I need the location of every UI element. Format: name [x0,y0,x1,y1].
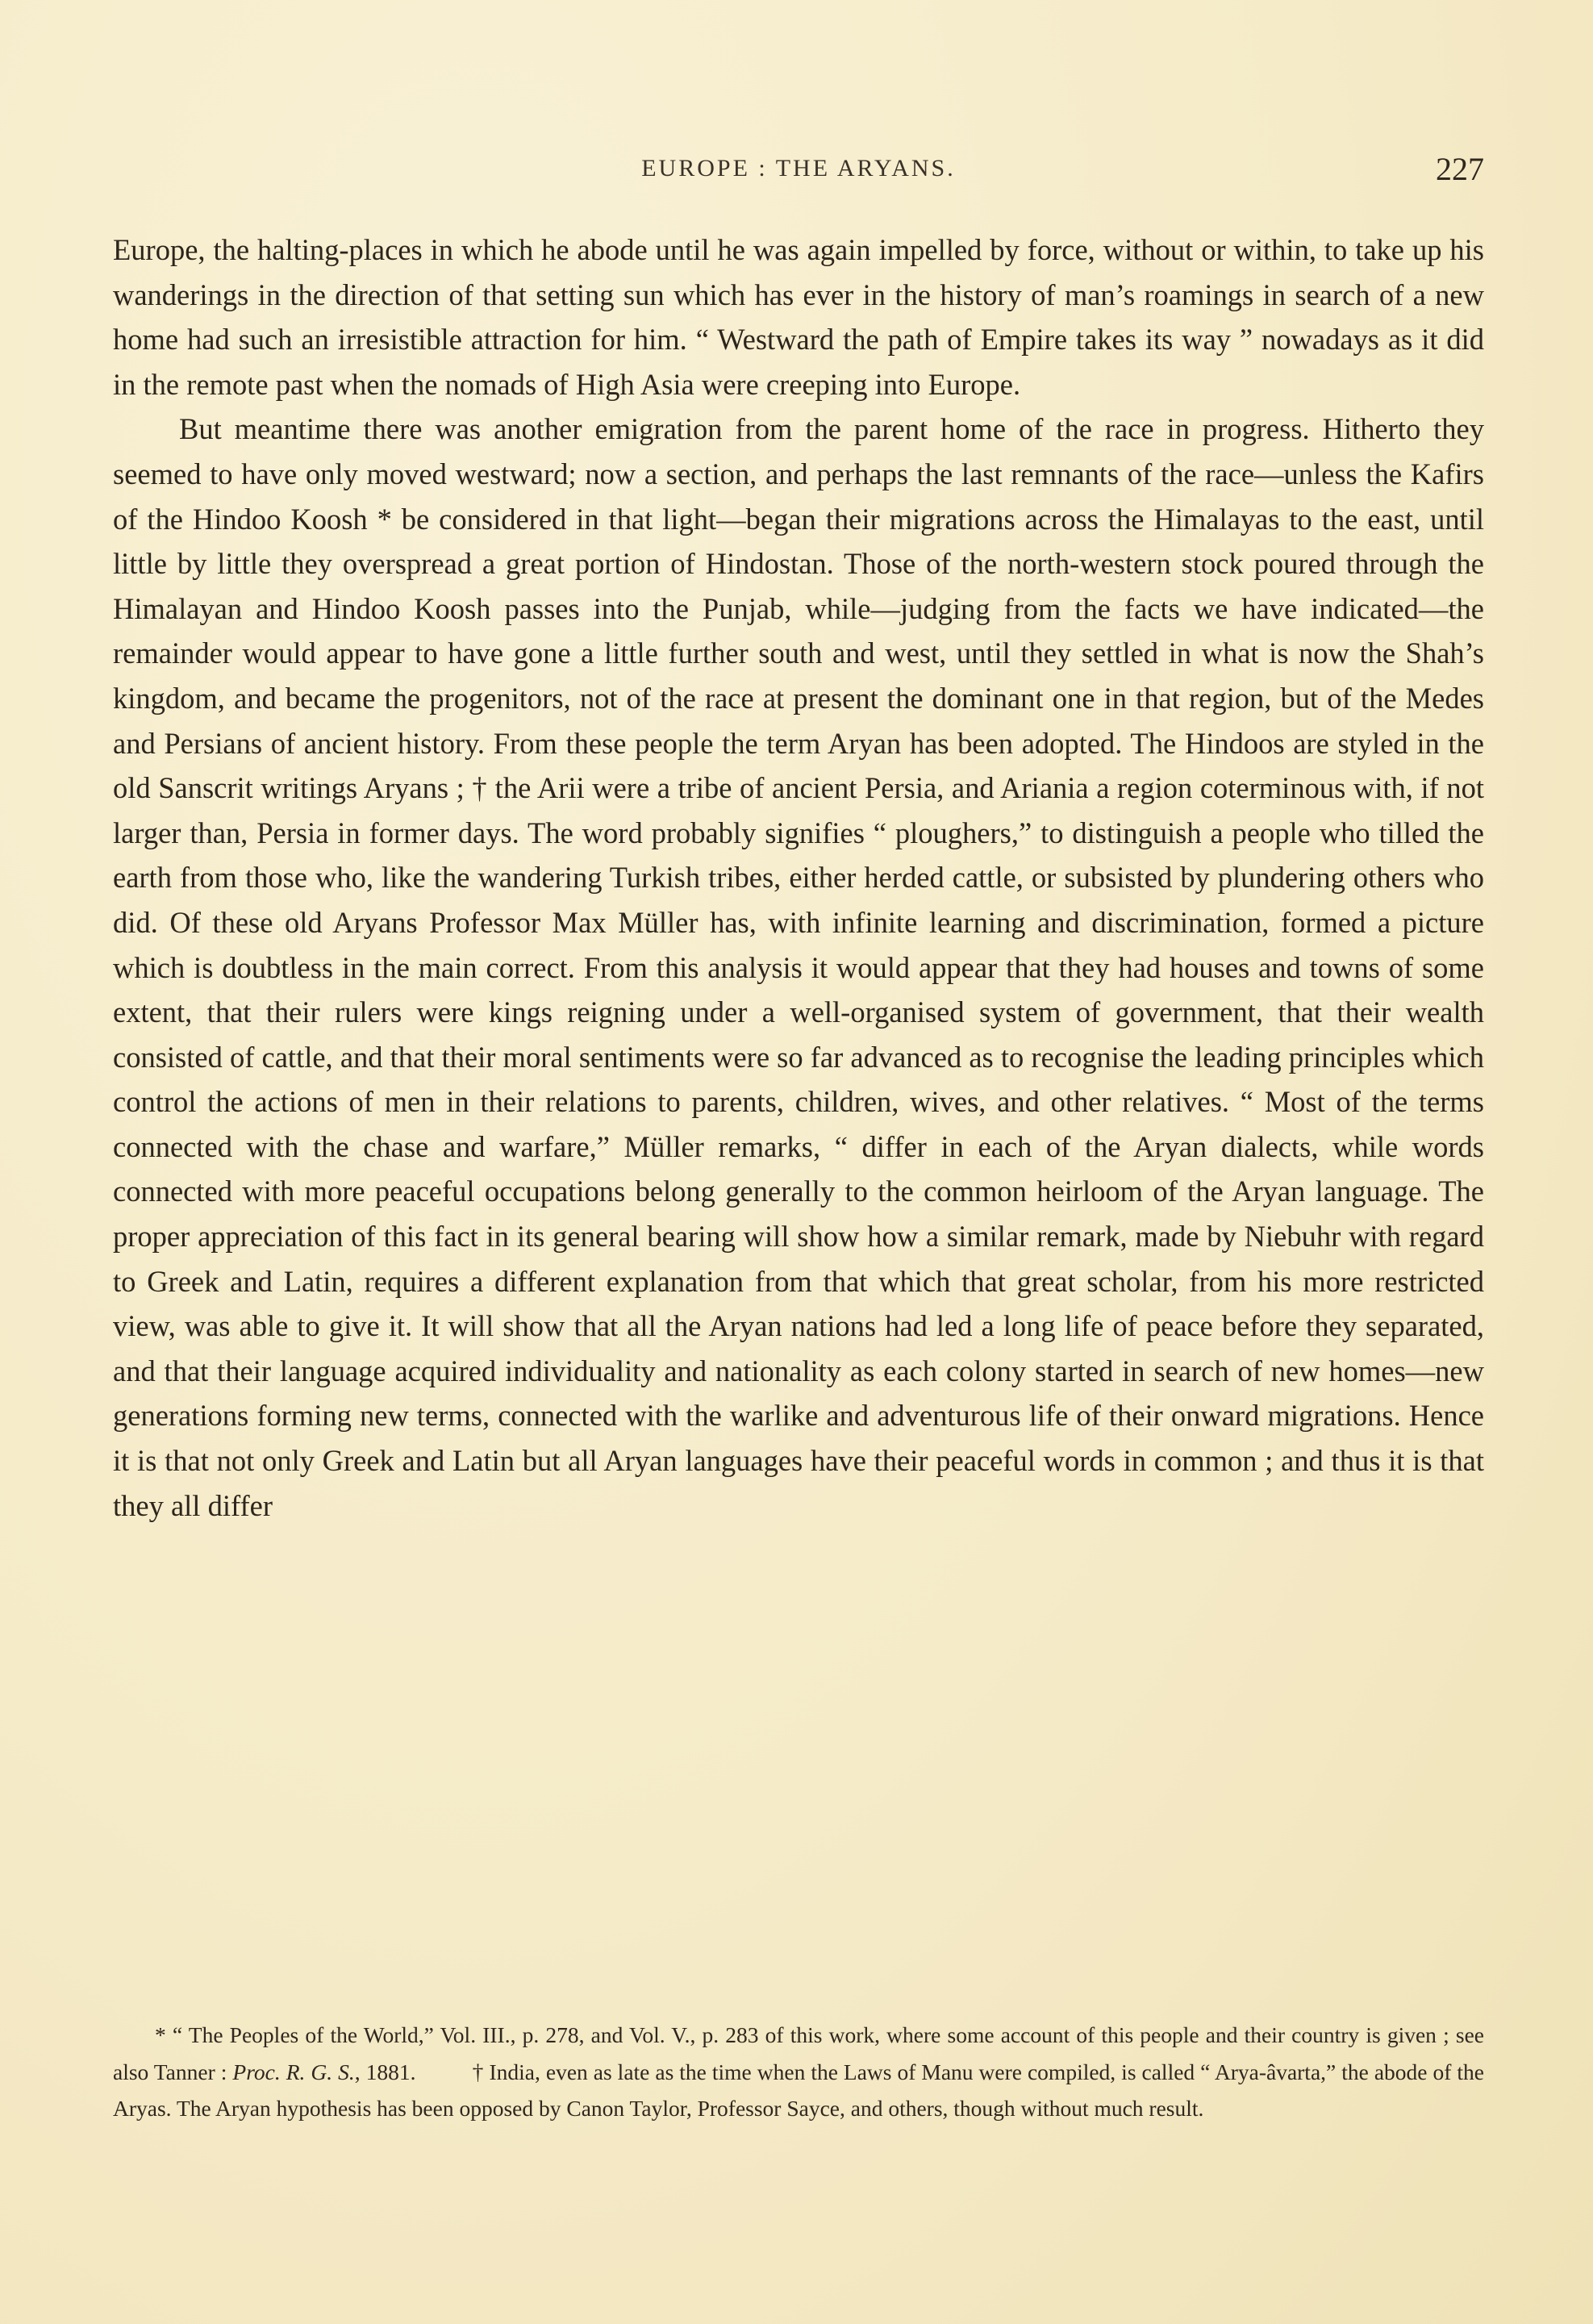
footnote-text: * “ The Peoples of the World,” Vol. III., p. 278, and Vol. V., p. 283 of this work, where some account of this people and their country is given ; see also Tanner : [113,2022,1484,2084]
book-page [113,0,1484,2324]
page-number: 227 [1436,151,1484,187]
body-text [113,227,1484,1528]
footnotes [113,2017,1484,2127]
running-title: EUROPE : THE ARYANS. [641,155,956,181]
running-header [113,153,1484,186]
footnote-text: † India, even as late as the time when the Laws of Manu were compiled, is called “ Arya-âvarta,” the abode of the Aryas. The Aryan hypothesis has been opposed by Canon Taylor, Professor Sayce, and others, though without much result. [113,2059,1484,2121]
footnote-text: , 1881. [354,2059,416,2084]
footnote [113,2017,1484,2127]
paragraph: Europe, the halting-places in which he abode until he was again impelled by force, without or within, to take up his wanderings in the direction of that setting sun which has ever in the history of man’s roamings in search of a new home had such an irresistible attraction for him. “ Westward the path of Empire takes its way ” nowadays as it did in the remote past when the nomads of High Asia were creeping into Europe. [113,233,1484,401]
paragraph: But meantime there was another emigration from the parent home of the race in progress. Hitherto they seemed to have only moved westward; now a section, and perhaps the last remnants of the race—unless the Kafirs of the Hindoo Koosh * be considered in that light—began their migrations across the Himalayas to the east, until little by little they overspread a great portion of Hindostan. Those of the north-western stock poured through the Himalayan and Hindoo Koosh passes into the Punjab, while—judging from the facts we have indicated—the remainder would appear to have gone a little further south and west, until they settled in what is now the Shah’s kingdom, and became the progenitors, not of the race at present the dominant one in that region, but of the Medes and Persians of ancient history. From these people the term Aryan has been adopted. The Hindoos are styled in the old Sanscrit writings Aryans ; † the Arii were a tribe of ancient Persia, and Ariania a region coterminous with, if not larger than, Persia in former days. The word probably signifies “ ploughers,” to distinguish a people who tilled the earth from those who, like the wandering Turkish tribes, either herded cattle, or subsisted by plundering others who did. Of these old Aryans Professor Max Müller has, with infinite learning and discrimination, formed a picture which is doubtless in the main correct. From this analysis it would appear that they had houses and towns of some extent, that their rulers were kings reigning under a well-organised system of government, that their wealth consisted of cattle, and that their moral sentiments were so far advanced as to recognise the leading principles which control the actions of men in their relations to parents, children, wives, and other relatives. “ Most of the terms connected with the chase and warfare,” Müller remarks, “ differ in each of the Aryan dialects, while words connected with more peaceful occupations belong generally to the common heirloom of the Aryan language. The proper appreciation of this fact in its general bearing will show how a similar remark, made by Niebuhr with regard to Greek and Latin, requires a different explanation from that which that great scholar, from his more restricted view, was able to give it. It will show that all the Aryan nations had led a long life of peace before they separated, and that their language acquired individuality and nationality as each colony started in search of new homes—new generations forming new terms, connected with the warlike and adventurous life of their onward migrations. Hence it is that not only Greek and Latin but all Aryan languages have their peaceful words in common ; and thus it is that they all differ [113,412,1484,1522]
footnote-citation: Proc. R. G. S. [232,2059,355,2084]
